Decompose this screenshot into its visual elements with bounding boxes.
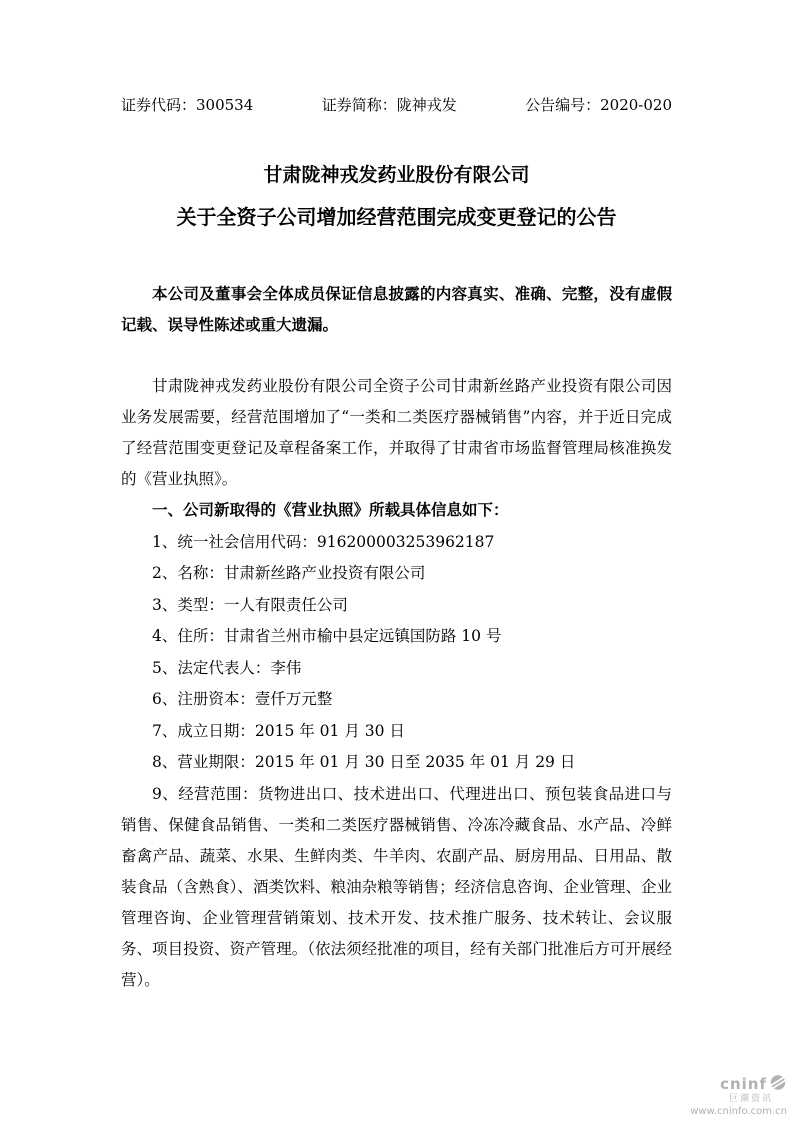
license-item-type: 3、类型：一人有限责任公司 [152, 595, 348, 614]
cninfo-brand-text: cninf [720, 1074, 767, 1093]
license-item-address: 4、住所：甘肃省兰州市榆中县定远镇国防路 10 号 [152, 627, 502, 645]
document-header [121, 95, 672, 115]
business-scope-paragraph: 9、经营范围：货物进出口、技术进出口、代理进出口、预包装食品进口与销售、保健食品销售、一类和二类医疗器械销售、冷冻冷藏食品、水产品、冷鲜畜禽产品、蔬菜、水果、生鲜肉类、牛羊肉、农副产品、厨房用品、日用品、散装食品（含熟食）、酒类饮料、粮油杂粮等销售；经济信息咨询、企业管理、企业管理咨询、企业管理营销策划、技术开发、技术推广服务、技术转让、会议服务、项目投资、资产管理。（依法须经批准的项目，经有关部门批准后方可开展经营）。 [121, 784, 672, 989]
license-item-establish-date: 7、成立日期：2015 年 01 月 30 日 [152, 721, 405, 740]
cninfo-url: www.cninfo.com.cn [690, 1106, 787, 1117]
license-item-name: 2、名称：甘肃新丝路产业投资有限公司 [152, 564, 426, 582]
stock-code: 证券代码：300534 [121, 96, 254, 114]
license-item-registered-capital: 6、注册资本：壹仟万元整 [152, 690, 333, 708]
company-name-title: 甘肃陇神戎发药业股份有限公司 [263, 164, 530, 186]
license-item-legal-representative: 5、法定代表人：李伟 [152, 658, 302, 677]
license-item-business-term: 8、营业期限：2015 年 01 月 30 日至 2035 年 01 月 29 日 [152, 753, 576, 771]
document-title [121, 161, 672, 231]
announcement-title: 关于全资子公司增加经营范围完成变更登记的公告 [176, 205, 617, 229]
cninfo-swirl-icon [769, 1074, 787, 1095]
cninfo-chinese-name: 巨潮资讯 [728, 1094, 773, 1105]
disclaimer-paragraph: 本公司及董事会全体成员保证信息披露的内容真实、准确、完整，没有虚假记载、误导性陈述或重大遗漏。 [121, 285, 672, 334]
cninfo-brand-row [690, 1074, 787, 1095]
intro-paragraph: 甘肃陇神戎发药业股份有限公司全资子公司甘肃新丝路产业投资有限公司因业务发展需要，经营范围增加了“一类和二类医疗器械销售”内容，并于近日完成了经营范围变更登记及章程备案工作，并取得了甘肃省市场监督管理局核准换发的《营业执照》。 [121, 377, 672, 488]
section-heading: 一、公司新取得的《营业执照》所载具体信息如下： [152, 501, 509, 519]
license-item-credit-code: 1、统一社会信用代码：916200003253962187 [152, 532, 495, 551]
stock-name: 证券简称：陇神戎发 [321, 96, 457, 114]
cninfo-watermark [690, 1074, 787, 1117]
announcement-number: 公告编号：2020-020 [525, 96, 672, 114]
